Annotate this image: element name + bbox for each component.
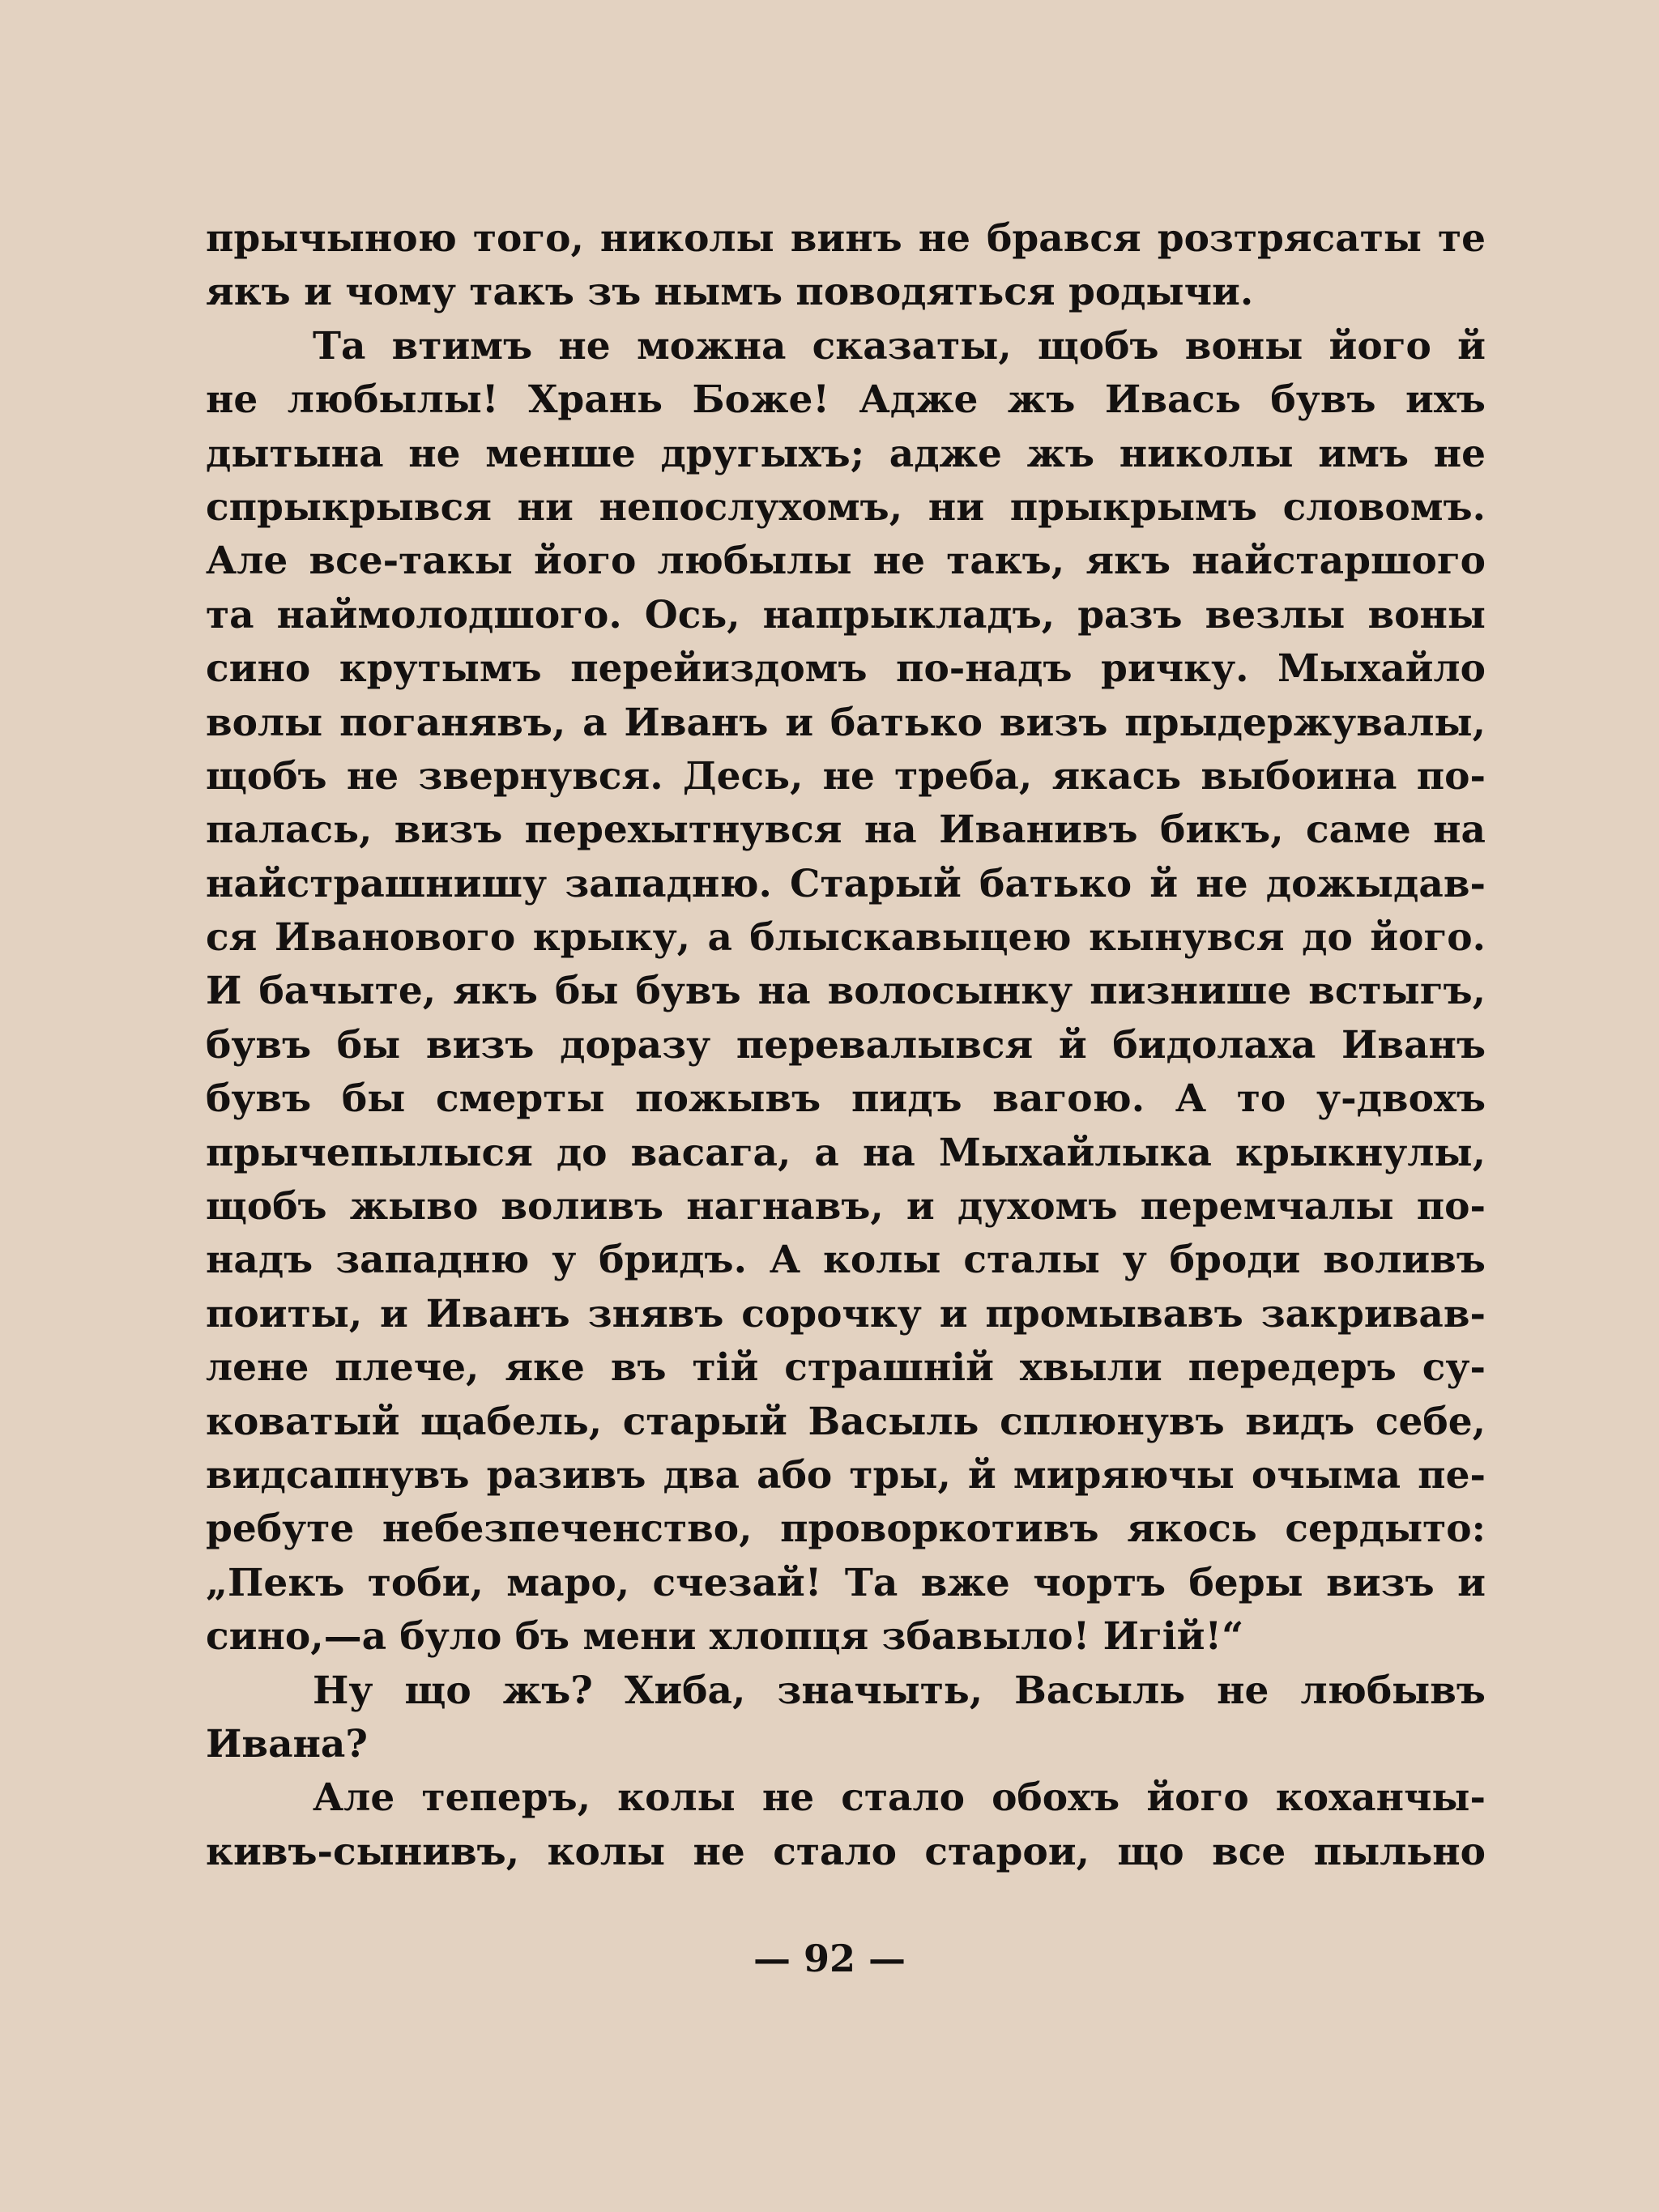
text-line: не любылы! Хрань Боже! Адже жъ Ивась бувъ ихъ bbox=[206, 377, 1486, 423]
text-line: дытына не менше другыхъ; адже жъ николы имъ не bbox=[206, 431, 1486, 476]
text-line: видсапнувъ разивъ два або тры, й миряючы очыма пе- bbox=[206, 1452, 1486, 1498]
text-line: Та втимъ не можна сказаты, щобъ воны його й bbox=[313, 323, 1486, 369]
text-line: Але теперъ, колы не стало обохъ його коханчы- bbox=[313, 1775, 1486, 1821]
page-number: — 92 — bbox=[753, 1937, 906, 1980]
text-line: „Пекъ тоби, маро, счезай! Та вже чортъ беры визъ и bbox=[206, 1560, 1486, 1605]
text-line: найстрашнишу западню. Старый батько й не дожыдав- bbox=[206, 861, 1486, 906]
text-line: Ну що жъ? Хиба, значыть, Васыль не любывъ bbox=[313, 1668, 1486, 1713]
text-line: палась, визъ перехытнувся на Иванивъ бикъ, саме на bbox=[206, 808, 1486, 853]
text-line: Але все-такы його любылы не такъ, якъ найстаршого bbox=[206, 539, 1486, 584]
text-line: И бачыте, якъ бы бувъ на волосынку пизнише встыгъ, bbox=[206, 969, 1486, 1014]
text-line: бувъ бы визъ доразу перевалывся й бидолаха Иванъ bbox=[206, 1022, 1486, 1068]
body-text bbox=[206, 212, 1486, 1879]
text-line: якъ и чому такъ зъ нымъ поводяться родычи. bbox=[206, 270, 1254, 315]
text-line: ся Иванового крыку, а блыскавыцею кынувся до його. bbox=[206, 915, 1486, 961]
text-line: спрыкрывся ни непослухомъ, ни прыкрымъ словомъ. bbox=[206, 484, 1486, 530]
text-line: щобъ жыво воливъ нагнавъ, и духомъ перемчалы по- bbox=[206, 1184, 1486, 1230]
text-line: прычыною того, николы винъ не брався розтрясаты те bbox=[206, 216, 1486, 261]
text-line: поиты, и Иванъ знявъ сорочку и промывавъ закривав- bbox=[206, 1291, 1486, 1336]
text-line: коватый щабель, старый Васыль сплюнувъ видъ себе, bbox=[206, 1399, 1486, 1444]
text-line: та наймолодшого. Ось, напрыкладъ, разъ везлы воны bbox=[206, 592, 1486, 637]
text-line: ребуте небезпеченство, проворкотивъ якось сердыто: bbox=[206, 1507, 1486, 1552]
text-line: щобъ не звернувся. Десь, не треба, якась выбоина по- bbox=[206, 753, 1486, 799]
text-line: прычепылыся до васага, а на Мыхайлыка крыкнулы, bbox=[206, 1130, 1486, 1175]
text-line: Ивана? bbox=[206, 1721, 368, 1767]
text-line: сино,—а було бъ мени хлопця збавыло! Игій!“ bbox=[206, 1614, 1244, 1660]
text-line: кивъ-сынивъ, колы не стало старои, що все пыльно bbox=[206, 1829, 1486, 1874]
text-line: лене плече, яке въ тій страшній хвыли передеръ су- bbox=[206, 1345, 1486, 1391]
text-line: сино крутымъ перейиздомъ по-надъ ричку. Мыхайло bbox=[206, 646, 1486, 692]
text-line: надъ западню у бридъ. А колы сталы у броди воливъ bbox=[206, 1238, 1486, 1283]
text-line: волы поганявъ, а Иванъ и батько визъ прыдержувалы, bbox=[206, 700, 1486, 745]
text-line: бувъ бы смерты пожывъ пидъ вагою. А то у-двохъ bbox=[206, 1076, 1486, 1122]
